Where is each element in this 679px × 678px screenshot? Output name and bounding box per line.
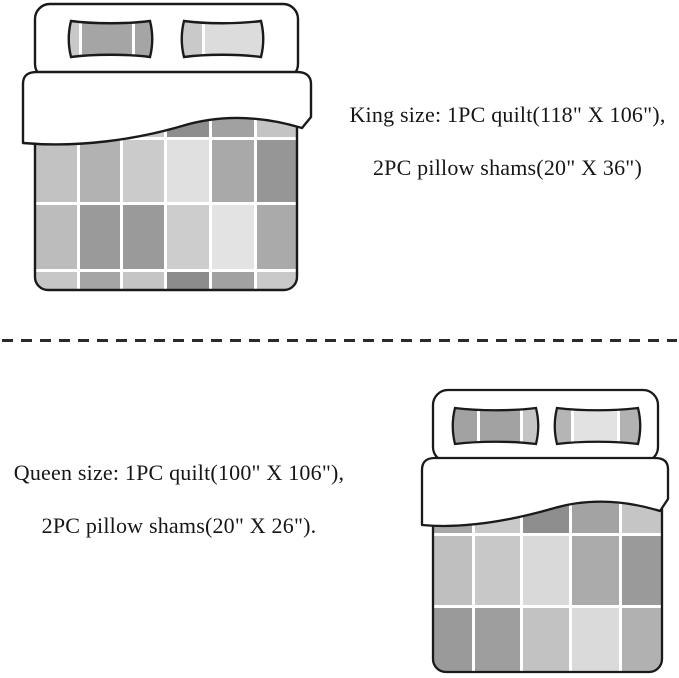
- queen-pillow-right-stripes: [555, 406, 640, 446]
- king-bed-illustration: [10, 0, 330, 300]
- king-size-line-2: 2PC pillow shams(20" X 36"): [372, 155, 643, 180]
- king-pillow-left-stripes: [69, 19, 152, 59]
- king-pillow-right-stripes: [182, 19, 263, 59]
- queen-size-line-2: 2PC pillow shams(20" X 26").: [41, 513, 317, 538]
- king-size-line-1: King size: 1PC quilt(118" X 106"),: [349, 102, 666, 127]
- queen-pillow-left-stripes: [453, 406, 538, 446]
- divider-dashed-line: [2, 339, 677, 342]
- king-size-text-block: [336, 101, 679, 181]
- queen-size-line-1: Queen size: 1PC quilt(100" X 106"),: [13, 460, 345, 485]
- queen-size-text-block: [0, 459, 358, 539]
- queen-bed-illustration: [405, 380, 679, 678]
